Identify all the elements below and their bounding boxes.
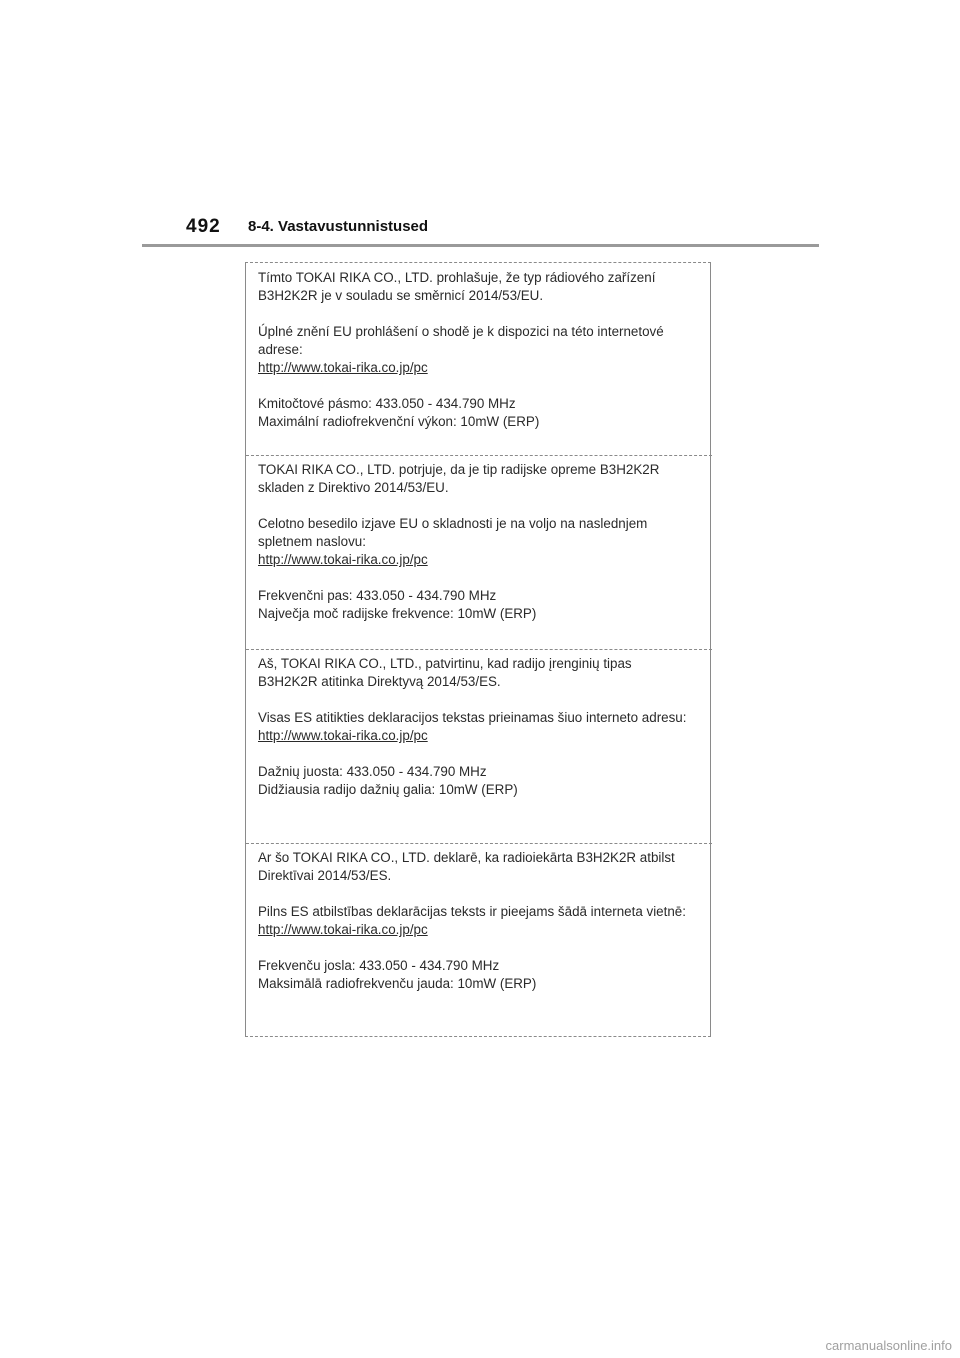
declaration-power: Največja moč radijske frekvence: 10mW (ERP) — [258, 606, 537, 621]
block-divider — [246, 649, 712, 650]
declaration-frequency: Kmitočtové pásmo: 433.050 - 434.790 MHz — [258, 396, 516, 411]
page-number: 492 — [186, 216, 221, 237]
declaration-full-text: Pilns ES atbilstības deklarācijas teksts ir pieejams šādā interneta vietnē: — [258, 904, 686, 919]
declaration-power: Didžiausia radijo dažnių galia: 10mW (ERP) — [258, 782, 518, 797]
declaration-czech — [246, 269, 712, 431]
declaration-full-text: Visas ES atitikties deklaracijos tekstas prieinamas šiuo interneto adresu: — [258, 710, 687, 725]
block-divider — [246, 843, 712, 844]
declaration-statement: Ar šo TOKAI RIKA CO., LTD. deklarē, ka radioiekārta B3H2K2R atbilst Direktīvai 2014/53/ES. — [258, 850, 675, 883]
watermark: carmanualsonline.info — [825, 1338, 952, 1353]
declaration-url-link[interactable]: http://www.tokai-rika.co.jp/pc — [258, 922, 428, 937]
declaration-url-link[interactable]: http://www.tokai-rika.co.jp/pc — [258, 360, 428, 375]
declaration-latvian — [246, 849, 712, 993]
block-divider — [246, 455, 712, 456]
declaration-url-link[interactable]: http://www.tokai-rika.co.jp/pc — [258, 552, 428, 567]
declaration-frequency: Dažnių juosta: 433.050 - 434.790 MHz — [258, 764, 487, 779]
header-rule — [142, 244, 819, 247]
declaration-frequency: Frekvenčni pas: 433.050 - 434.790 MHz — [258, 588, 497, 603]
declaration-statement: Aš, TOKAI RIKA CO., LTD., patvirtinu, kad radijo įrenginių tipas B3H2K2R atitinka Direktyvą 2014/53/ES. — [258, 656, 632, 689]
declaration-statement: TOKAI RIKA CO., LTD. potrjuje, da je tip radijske opreme B3H2K2R skladen z Direktivo 2014/53/EU. — [258, 462, 660, 495]
declaration-url-link[interactable]: http://www.tokai-rika.co.jp/pc — [258, 728, 428, 743]
declaration-full-text: Úplné znění EU prohlášení o shodě je k dispozici na této internetové adrese: — [258, 324, 664, 357]
declaration-slovenian — [246, 461, 712, 623]
declaration-lithuanian — [246, 655, 712, 799]
declaration-frequency: Frekvenču josla: 433.050 - 434.790 MHz — [258, 958, 500, 973]
declaration-full-text: Celotno besedilo izjave EU o skladnosti je na voljo na naslednjem spletnem naslovu: — [258, 516, 648, 549]
declaration-box — [245, 262, 711, 1037]
declaration-power: Maksimālā radiofrekvenču jauda: 10mW (ERP) — [258, 976, 537, 991]
section-title: 8-4. Vastavustunnistused — [248, 218, 429, 235]
declaration-statement: Tímto TOKAI RIKA CO., LTD. prohlašuje, že typ rádiového zařízení B3H2K2R je v souladu se směrnicí 2014/53/EU. — [258, 270, 656, 303]
page-header — [0, 0, 960, 250]
declaration-power: Maximální radiofrekvenční výkon: 10mW (ERP) — [258, 414, 540, 429]
